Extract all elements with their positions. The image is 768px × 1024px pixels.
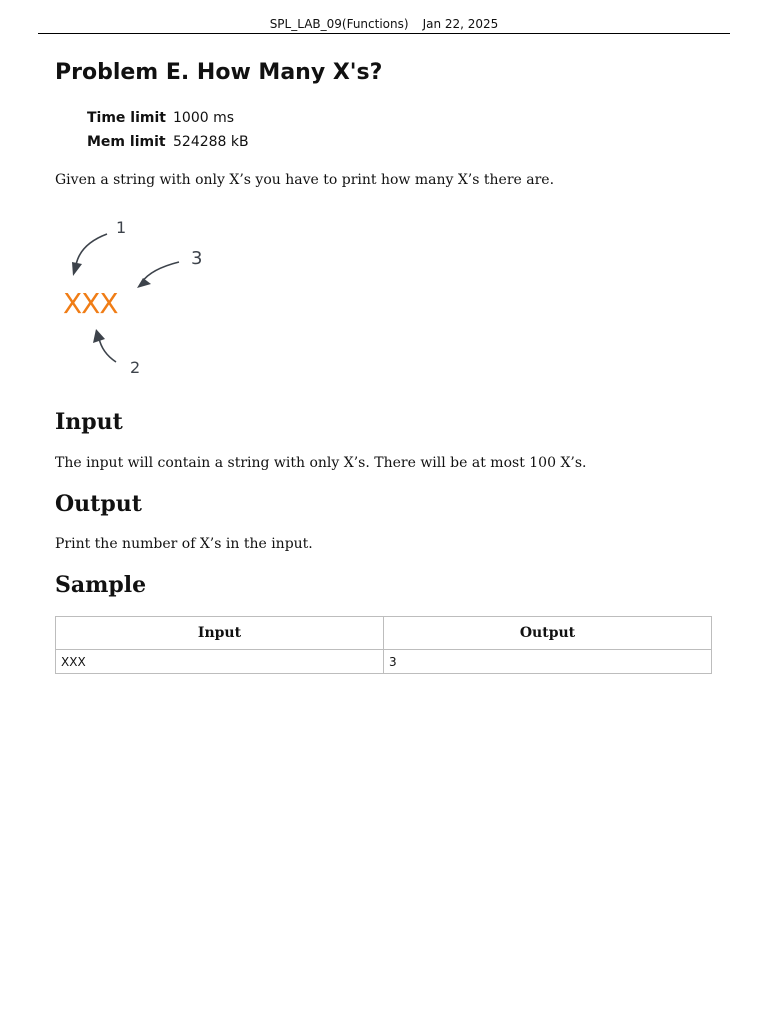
time-limit-value: 1000 ms <box>173 110 235 126</box>
sample-table <box>55 616 712 674</box>
sample-input-header: Input <box>56 617 384 650</box>
time-limit-row <box>87 106 249 130</box>
limits-block <box>87 106 249 154</box>
input-heading: Input <box>55 409 123 435</box>
arrow-3-shaft <box>142 262 179 282</box>
mem-limit-label: Mem limit <box>87 134 166 150</box>
arrow-1-shaft <box>76 234 107 265</box>
arrow-label-3: 3 <box>191 248 203 269</box>
mem-limit-row <box>87 130 249 154</box>
problem-statement: Given a string with only X’s you have to print how many X’s there are. <box>55 172 555 188</box>
sample-heading: Sample <box>55 572 147 598</box>
contest-date: Jan 22, 2025 <box>422 17 499 31</box>
table-row <box>56 650 712 674</box>
arrow-3-head <box>137 278 151 288</box>
input-description: The input will contain a string with only X’s. There will be at most 100 X’s. <box>55 455 587 471</box>
contest-name: SPL_LAB_09(Functions) <box>269 17 409 31</box>
arrow-1-head <box>72 262 82 276</box>
sample-output-cell: 3 <box>384 650 712 674</box>
time-limit-label: Time limit <box>87 110 166 126</box>
page-header <box>38 16 730 34</box>
sample-input-cell: XXX <box>56 650 384 674</box>
arrow-label-2: 2 <box>130 358 141 377</box>
mem-limit-value: 524288 kB <box>173 134 249 150</box>
problem-title: Problem E. How Many X's? <box>55 60 383 85</box>
arrow-2-head <box>93 329 105 343</box>
arrow-2-shaft <box>99 338 116 362</box>
xxx-illustration <box>55 210 225 385</box>
xxx-letters: XXX <box>63 287 118 320</box>
output-heading: Output <box>55 491 142 517</box>
arrow-label-1: 1 <box>116 218 127 237</box>
output-description: Print the number of X’s in the input. <box>55 536 313 552</box>
sample-output-header: Output <box>384 617 712 650</box>
sample-header-row <box>56 617 712 650</box>
